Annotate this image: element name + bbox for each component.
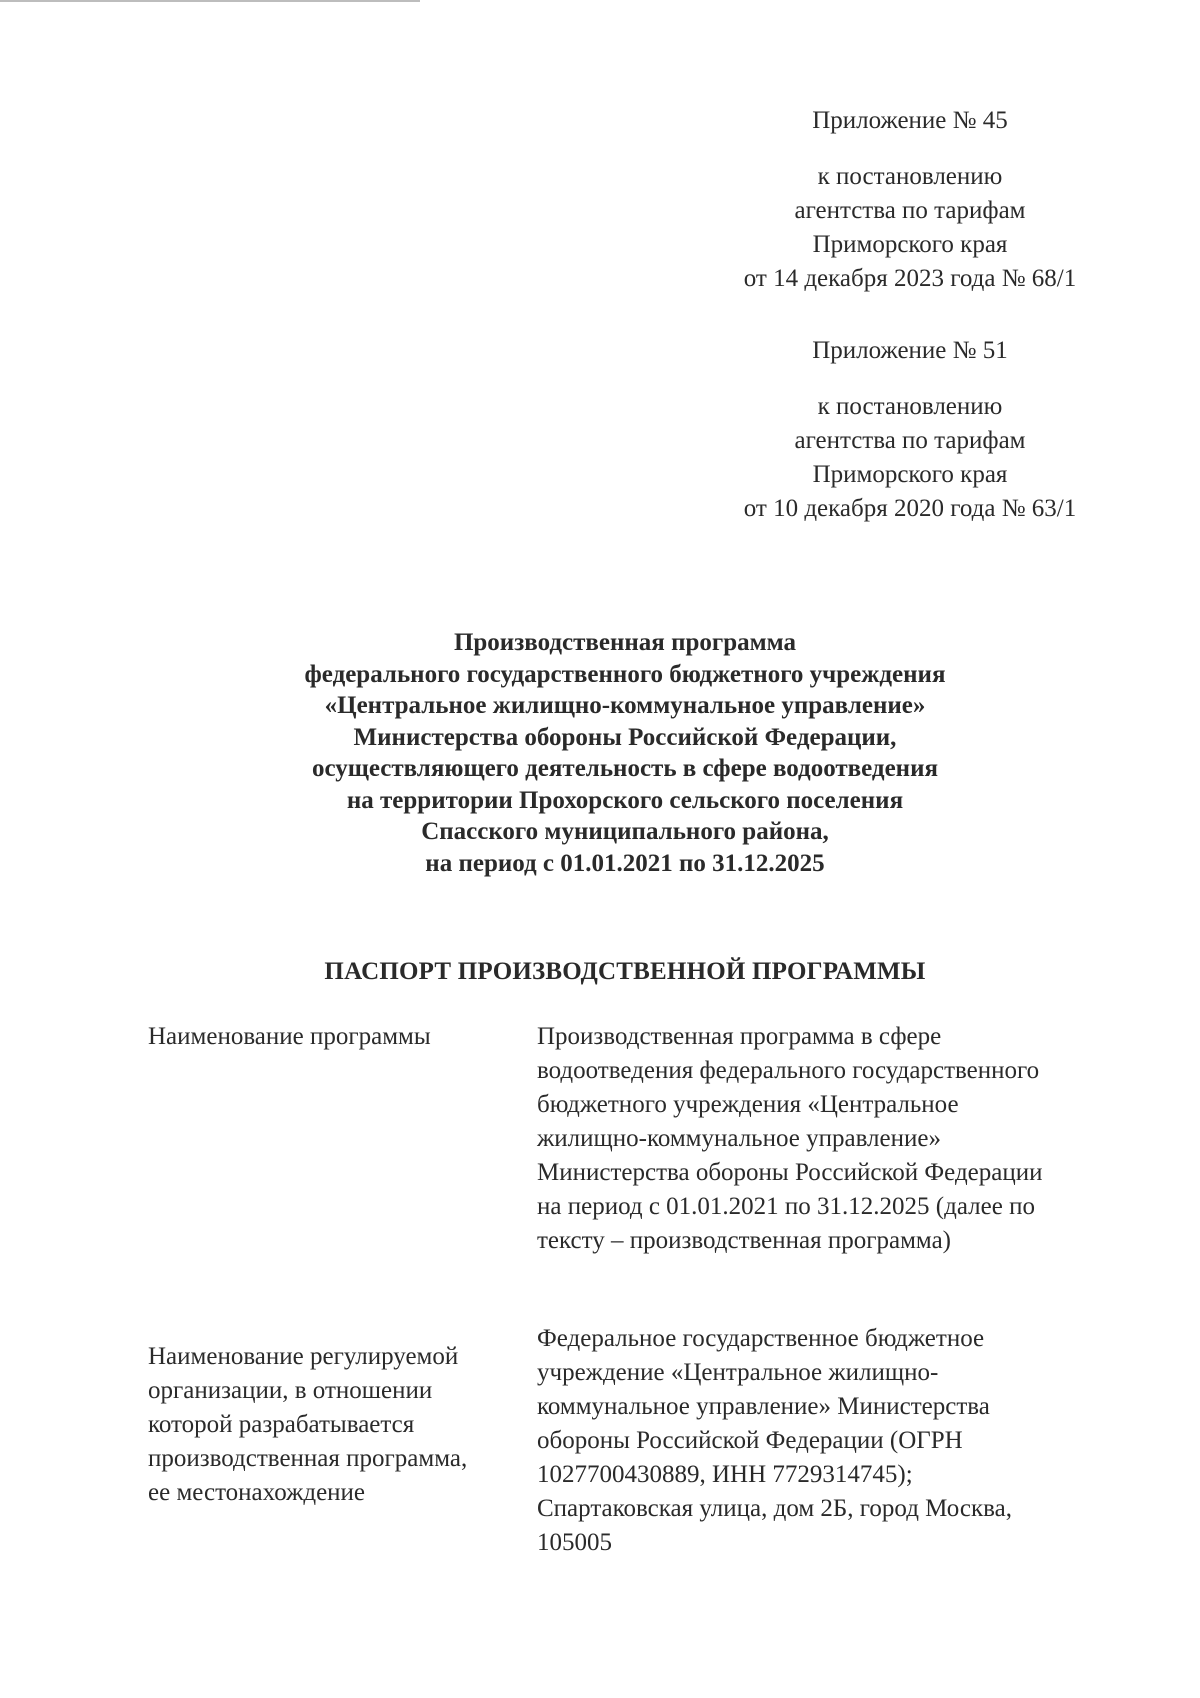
passport-row-label — [148, 1020, 518, 1054]
program-title-line: осуществляющего деятельность в сфере водоотведения — [311, 755, 938, 782]
passport-row-label — [148, 1340, 518, 1510]
label-line: Наименование регулируемой — [148, 1343, 459, 1370]
value-line: коммунальное управление» Министерства — [537, 1393, 990, 1420]
label-line: Наименование программы — [148, 1023, 431, 1050]
passport-row-value — [537, 1020, 1137, 1258]
passport-heading: ПАСПОРТ ПРОИЗВОДСТВЕННОЙ ПРОГРАММЫ — [324, 958, 926, 985]
program-title — [0, 627, 1200, 879]
label-line: которой разрабатывается — [148, 1411, 415, 1438]
appendix-body — [700, 390, 1120, 526]
value-line: учреждение «Центральное жилищно- — [537, 1359, 939, 1386]
value-line: 1027700430889, ИНН 7729314745); — [537, 1461, 913, 1488]
program-title-line: «Центральное жилищно-коммунальное управление» — [324, 692, 926, 719]
program-title-line: Производственная программа — [453, 629, 797, 656]
program-title-line: Министерства обороны Российской Федерации, — [353, 723, 897, 751]
appendix-line: агентства по тарифам — [794, 427, 1026, 454]
appendix-block-45 — [700, 104, 1120, 296]
value-line: жилищно-коммунальное управление» — [537, 1125, 941, 1152]
label-line: производственная программа, — [148, 1445, 468, 1472]
appendix-title: Приложение № 45 — [812, 107, 1008, 134]
value-line: обороны Российской Федерации (ОГРН — [537, 1427, 963, 1454]
appendix-line: Приморского края — [812, 461, 1008, 488]
appendix-body — [700, 160, 1120, 296]
appendix-line: к постановлению — [817, 393, 1003, 420]
value-line: тексту – производственная программа) — [537, 1227, 952, 1254]
appendix-line: к постановлению — [817, 163, 1003, 190]
appendix-block-51 — [700, 334, 1120, 526]
value-line: Федеральное государственное бюджетное — [537, 1325, 985, 1352]
program-title-line: на период с 01.01.2021 по 31.12.2025 — [425, 849, 825, 877]
value-line: бюджетного учреждения «Центральное — [537, 1091, 959, 1118]
program-title-line: на территории Прохорского сельского поселения — [346, 786, 904, 814]
appendix-title: Приложение № 51 — [812, 337, 1008, 364]
passport-row-value — [537, 1322, 1137, 1560]
value-line: на период с 01.01.2021 по 31.12.2025 (далее по — [537, 1193, 1035, 1220]
value-line: 105005 — [537, 1529, 612, 1556]
value-line: Министерства обороны Российской Федерации — [537, 1159, 1043, 1186]
program-title-line: федерального государственного бюджетного учреждения — [304, 660, 946, 688]
value-line: водоотведения федерального государственного — [537, 1057, 1040, 1084]
scan-edge-line — [0, 0, 420, 2]
label-line: организации, в отношении — [148, 1377, 433, 1404]
appendix-line: от 10 декабря 2020 года № 63/1 — [743, 495, 1077, 522]
appendix-line: агентства по тарифам — [794, 197, 1026, 224]
value-line: Спартаковская улица, дом 2Б, город Москва, — [537, 1495, 1012, 1522]
appendix-line: Приморского края — [812, 231, 1008, 258]
appendix-line: от 14 декабря 2023 года № 68/1 — [743, 265, 1077, 292]
label-line: ее местонахождение — [148, 1479, 366, 1506]
value-line: Производственная программа в сфере — [537, 1023, 942, 1050]
program-title-line: Спасского муниципального района, — [421, 818, 829, 845]
